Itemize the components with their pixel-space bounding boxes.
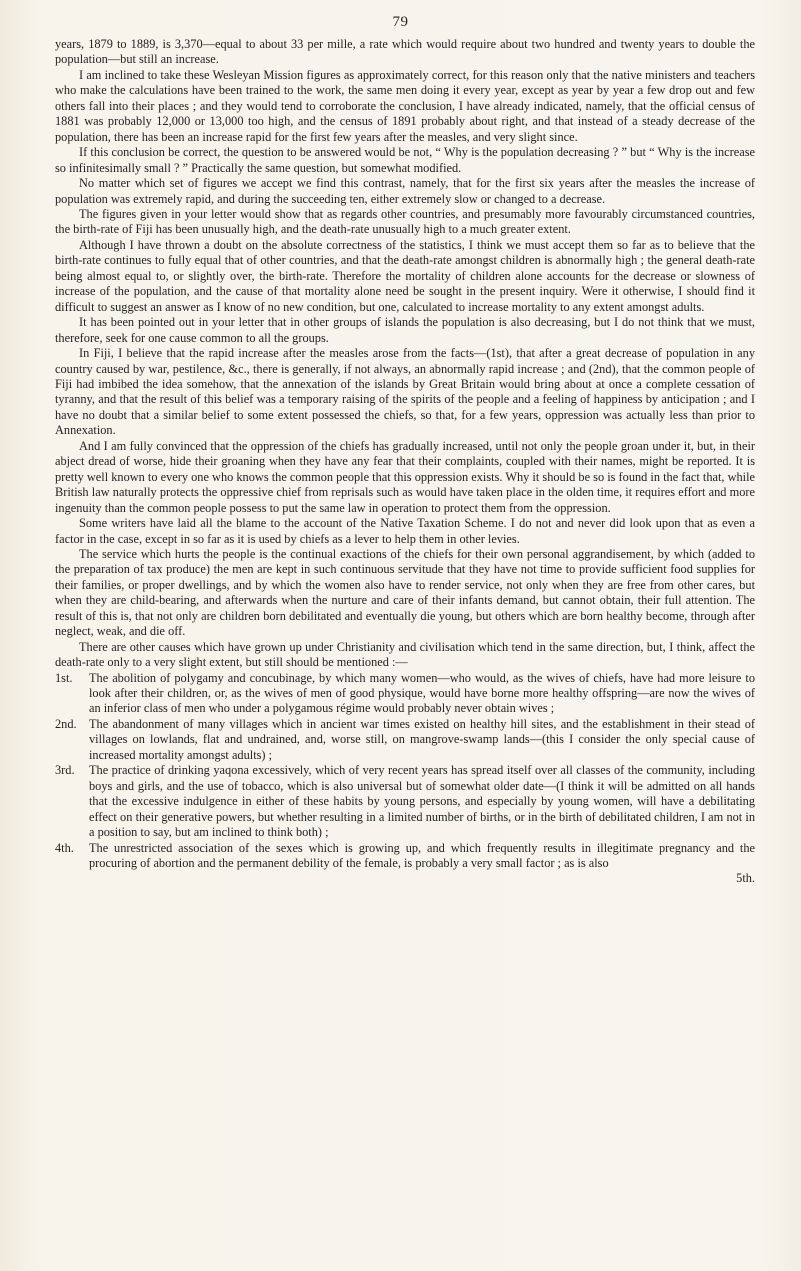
list-item-number: 3rd. — [55, 763, 75, 778]
list-item — [55, 841, 755, 872]
numbered-list — [55, 671, 755, 872]
paragraph: The service which hurts the people is the continual exactions of the chiefs for their own personal aggrandisement, by which (added to the preparation of tax produce) the men are kept in such continuous servitude that they have not time to provide sufficient food supplies for their families, or proper dwellings, and by which the women also have to render service, not only when they are free from other cares, but when they are child-bearing, and afterwards when the nurture and care of their infants demand, but cannot obtain, their full attention. The result of this is, that not only are children born debilitated and eventually die young, but others which are born healthy become, through after neglect, weak, and die off. — [55, 546, 755, 639]
body-text — [55, 37, 755, 887]
paragraph: The figures given in your letter would show that as regards other countries, and presumably more favourably circumstanced countries, the birth-rate of Fiji has been unusually high, and the death-rate unusually high to a much greater extent. — [55, 206, 755, 237]
list-item-text: The abandonment of many villages which in ancient war times existed on healthy hill sites, and the establishment in their stead of villages on lowlands, flat and undrained, and, worse still, on mangrove-swamp lands—(this I consider the only special cause of increased mortality amongst adults) ; — [89, 716, 755, 762]
paragraph: If this conclusion be correct, the question to be answered would be not, “ Why is the population decreasing ? ” but “ Why is the increase so infinitesimally small ? ” Practically the same question, but somewhat modified. — [55, 145, 755, 175]
paragraph: years, 1879 to 1889, is 3,370—equal to about 33 per mille, a rate which would require about two hundred and twenty years to double the population—but still an increase. — [55, 37, 755, 67]
paragraph: No matter which set of figures we accept we find this contrast, namely, that for the first six years after the measles the increase of population was extremely rapid, and during the succeeding ten, either extremely slow or changed to a decrease. — [55, 176, 755, 206]
list-item-text: The abolition of polygamy and concubinage, by which many women—who would, as the wives of chiefs, have had more leisure to look after their children, or, as the wives of men of good physique, would have borne more healthy offspring—are now the wives of an inferior class of men who under a polygamous régime would probably never obtain wives ; — [89, 670, 755, 716]
list-item — [55, 763, 755, 840]
list-item — [55, 671, 755, 717]
list-item-number: 1st. — [55, 670, 73, 685]
paragraph: There are other causes which have grown up under Christianity and civilisation which tend in the same direction, but, I think, affect the death-rate only to a very slight extent, but still should be mentioned :— — [55, 639, 755, 670]
list-item — [55, 717, 755, 763]
paragraph: Although I have thrown a doubt on the absolute correctness of the statistics, I think we must accept them so far as to believe that the birth-rate continues to fully equal that of other countries, and that the death-rate amongst children is abnormally high ; the general death-rate being almost equal to, or slightly over, the birth-rate. Therefore the mortality of children alone accounts for the decrease or slowness of increase of the population, and the cause of that mortality alone need be sought in the present inquiry. Were it otherwise, I should find it difficult to suggest an answer as I know of no new condition, but one, calculated to increase mortality to any extent amongst adults. — [55, 237, 755, 314]
paragraph: It has been pointed out in your letter that in other groups of islands the population is also decreasing, but I do not think that we must, therefore, seek for one cause common to all the groups. — [55, 315, 755, 345]
page-number: 79 — [392, 14, 409, 30]
paragraph: In Fiji, I believe that the rapid increase after the measles arose from the facts—(1st), that after a great decrease of population in any country caused by war, pestilence, &c., there is generally, if not always, an abnormally rapid increase ; and (2nd), that the common people of Fiji had imbibed the idea somehow, that the annexation of the islands by Great Britain would bring about at once a complete cessation of tyranny, and that the result of this belief was a temporary raising of the spirits of the people and a feeling of happiness by anticipation ; and I have no doubt that a similar belief to some extent possessed the chiefs, so that, for a few years, oppression was actually less than prior to Annexation. — [55, 346, 755, 438]
list-item-number: 4th. — [55, 840, 74, 855]
list-item-number: 2nd. — [55, 716, 77, 731]
catchword: 5th. — [736, 871, 755, 886]
paragraph: Some writers have laid all the blame to the account of the Native Taxation Scheme. I do not and never did look upon that as even a factor in the case, except in so far as it is used by chiefs as a lever to help them in other levies. — [55, 516, 755, 546]
list-item-text: The practice of drinking yaqona excessively, which of very recent years has spread itself over all classes of the community, including boys and girls, and the use of tobacco, which is also universal but of somewhat older date—(I think it will be admitted on all hands that the excessive indulgence in either of these habits by young persons, and especially by young women, will have a debilitating effect on their generative powers, but whether resulting in a limited number of births, or in the birth of debilitated children, I am not in a position to say, but am inclined to think both) ; — [89, 763, 755, 840]
paragraph: I am inclined to take these Wesleyan Mission figures as approximately correct, for this reason only that the native ministers and teachers who make the calculations have been trained to the work, the same men doing it every year, except as year by year a few drop out and few others fall into their places ; and they would tend to corroborate the conclusion, I have already indicated, namely, that the official census of 1881 was probably 12,000 or 13,000 too high, and the census of 1891 probably about right, and that instead of a steady decrease of the population, there has been an increase rapid for the first few years after the measles, and very slight since. — [55, 67, 755, 144]
paragraph: And I am fully convinced that the oppression of the chiefs has gradually increased, until not only the people groan under it, but, in their abject dread of worse, hide their groaning when they have any fear that their complaints, coupled with their names, might be reported. It is pretty well known to every one who knows the common people that this oppression exists. Why it should be so is found in the fact that, while British law naturally protects the oppressive chief from reprisals such as would have taken place in the olden time, it requires effort and more ingenuity than the common people possess to put the same law in operation to protect them from the oppression. — [55, 438, 755, 515]
list-item-text: The unrestricted association of the sexes which is growing up, and which frequently results in illegitimate pregnancy and the procuring of abortion and the permanent debility of the female, is probably a very small factor ; as is also — [89, 840, 755, 871]
